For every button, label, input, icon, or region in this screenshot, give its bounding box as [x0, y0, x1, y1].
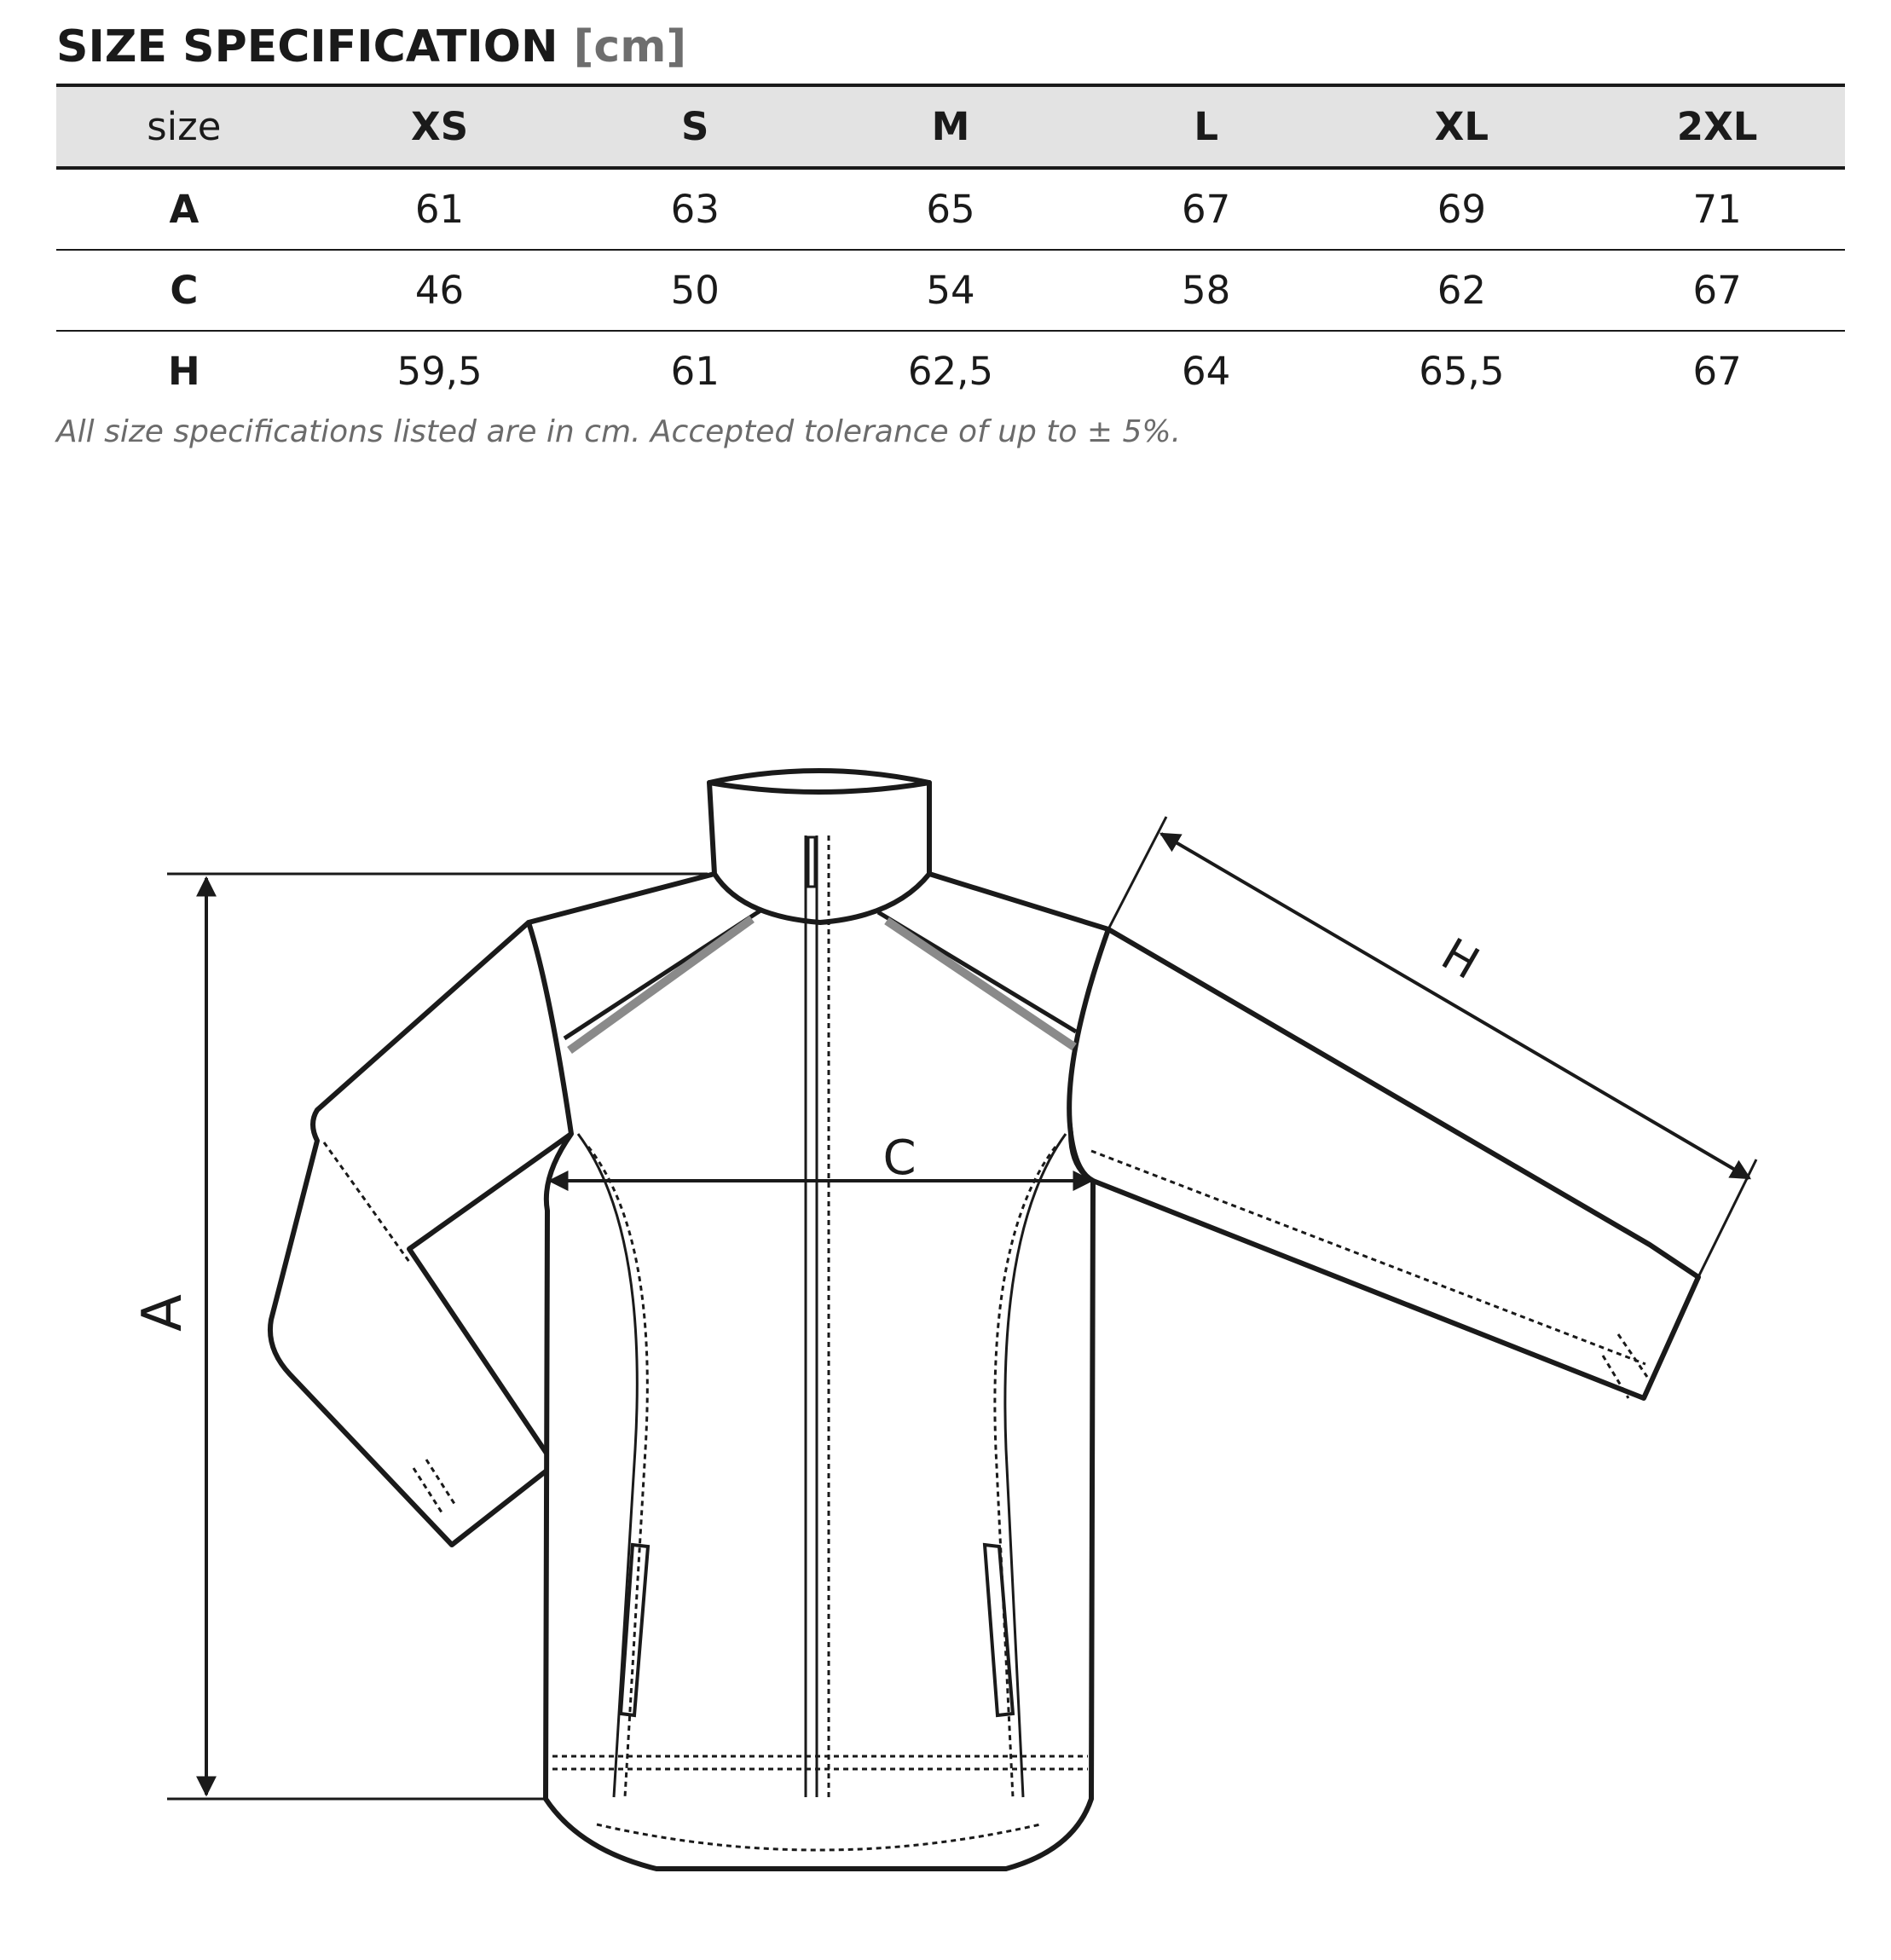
table-row-h [56, 331, 1845, 411]
size-header-l: L [1079, 85, 1334, 168]
row-label-a: A [56, 168, 312, 250]
table-cell: 71 [1589, 168, 1845, 250]
measure-h-top-ext [1108, 817, 1166, 929]
size-header-m: M [823, 85, 1079, 168]
row-label-h: H [168, 349, 200, 394]
table-cell: 58 [1079, 250, 1334, 331]
size-header-s: S [567, 85, 823, 168]
jacket-outline [270, 771, 1698, 1869]
table-cell: 64 [1182, 349, 1231, 394]
table-cell: 61 [312, 168, 568, 250]
measure-label-a: A [131, 1294, 194, 1332]
table-cell: 67 [1589, 250, 1845, 331]
table-cell: 67 [1079, 168, 1334, 250]
table-row-c [56, 250, 1845, 331]
title-main: SIZE SPECIFICATION [56, 21, 558, 72]
size-header-label: size [56, 85, 312, 168]
size-header-xl: XL [1334, 85, 1590, 168]
measure-label-h: H [1432, 928, 1488, 991]
tolerance-note: All size specifications listed are in cm. Accepted tolerance of up to ± 5%. [56, 414, 1182, 449]
table-cell: 62,5 [907, 349, 994, 394]
table-cell: 50 [567, 250, 823, 331]
right-sleeve [1067, 929, 1698, 1398]
table-cell: 69 [1334, 168, 1590, 250]
table-cell: 62 [1334, 250, 1590, 331]
size-header-row [56, 85, 1845, 168]
size-table [56, 84, 1845, 411]
zipper-pull [808, 837, 815, 887]
table-cell: 67 [1692, 349, 1742, 394]
table-cell: 54 [823, 250, 1079, 331]
measure-label-c: C [882, 1130, 917, 1186]
page-title [56, 19, 686, 75]
jacket-diagram [0, 733, 1891, 1944]
table-cell: 46 [312, 250, 568, 331]
table-cell: 61 [670, 349, 720, 394]
title-unit: [cm] [573, 21, 687, 72]
table-cell: 59,5 [396, 349, 483, 394]
jacket-body [529, 874, 1108, 1869]
size-header-2xl: 2XL [1589, 85, 1845, 168]
row-label-c: C [56, 250, 312, 331]
table-cell: 65,5 [1419, 349, 1505, 394]
table-row-a [56, 168, 1845, 250]
left-sleeve [270, 922, 572, 1545]
table-cell: 65 [823, 168, 1079, 250]
table-cell: 63 [567, 168, 823, 250]
size-header-xs: XS [312, 85, 568, 168]
